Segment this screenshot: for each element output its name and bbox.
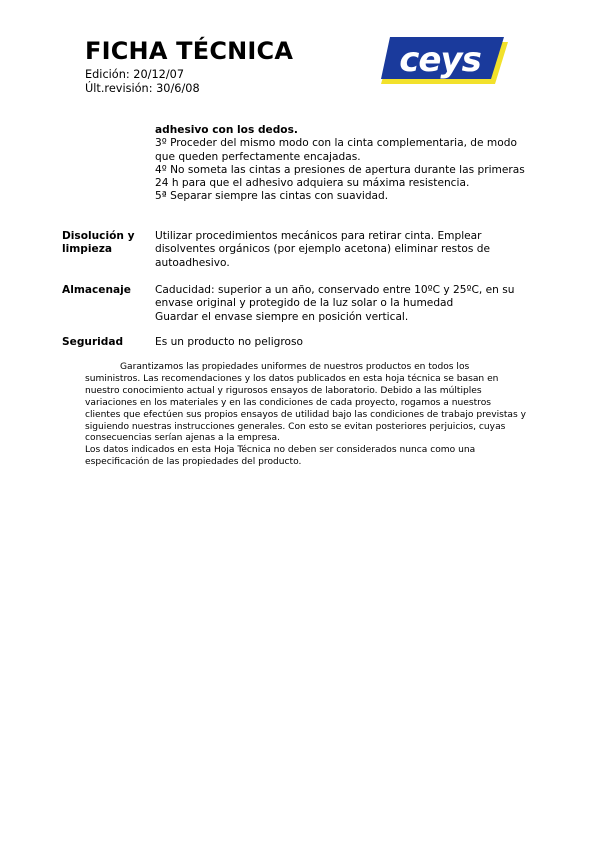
ceys-logo-graphic xyxy=(381,36,508,86)
revision-date: Últ.revisión: 30/6/08 xyxy=(85,82,200,95)
steps-line: 4º No someta las cintas a presiones de apertura durante las primeras xyxy=(155,163,525,176)
disclaimer-line: nuestro conocimiento actual y rigurosos ensayos de laboratorio. Debido a las múltiples xyxy=(85,385,482,396)
steps-line: 3º Proceder del mismo modo con la cinta complementaria, de modo xyxy=(155,137,517,150)
steps-lead: adhesivo con los dedos. xyxy=(155,124,298,136)
section-text xyxy=(155,284,515,324)
disclaimer-line: variaciones en los materiales y en las condiciones de cada proyecto, rogamos a nuestros xyxy=(85,397,492,408)
logo-wordmark: ceys xyxy=(399,40,481,80)
label-line: limpieza xyxy=(62,243,113,256)
disclaimer-line: suministros. Las recomendaciones y los datos publicados en esta hoja técnica se basan en xyxy=(85,373,499,384)
label-line: Almacenaje xyxy=(62,284,131,296)
text-line: envase original y protegido de la luz solar o la humedad xyxy=(155,297,454,310)
disclaimer xyxy=(85,362,527,469)
application-steps xyxy=(155,124,525,204)
section-text xyxy=(155,336,500,349)
section-label xyxy=(62,230,152,257)
text-line: Caducidad: superior a un año, conservado entre 10ºC y 25ºC, en su xyxy=(155,284,515,296)
page-title: FICHA TÉCNICA xyxy=(85,37,294,65)
section-label xyxy=(62,336,152,349)
label-line: Disolución y xyxy=(62,230,135,242)
edition-date: Edición: 20/12/07 xyxy=(85,68,185,81)
steps-line: 24 h para que el adhesivo adquiera su máxima resistencia. xyxy=(155,177,470,190)
section-label xyxy=(62,284,152,297)
text-line: Utilizar procedimientos mecánicos para retirar cinta. Emplear xyxy=(155,230,482,242)
label-line: Seguridad xyxy=(62,336,124,348)
steps-line: que queden perfectamente encajadas. xyxy=(155,150,361,163)
text-line: Es un producto no peligroso xyxy=(155,336,303,348)
text-line: autoadhesivo. xyxy=(155,256,230,269)
text-line: disolventes orgánicos (por ejemplo acetona) eliminar restos de xyxy=(155,243,490,256)
ceys-logo xyxy=(381,36,508,86)
disclaimer-line: clientes que efectúen sus propios ensayos de utilidad bajo las condiciones de trabajo previstas y xyxy=(85,409,527,420)
disclaimer-line: Garantizamos las propiedades uniformes de nuestros productos en todos los xyxy=(120,362,470,372)
text-line: Guardar el envase siempre en posición vertical. xyxy=(155,310,409,323)
disclaimer-line: especificación de las propiedades del producto. xyxy=(85,457,302,468)
disclaimer-line: Los datos indicados en esta Hoja Técnica no deben ser considerados nunca como una xyxy=(85,445,476,456)
section-text xyxy=(155,230,500,270)
steps-line: 5ª Separar siempre las cintas con suavidad. xyxy=(155,190,389,203)
disclaimer-line: consecuencias serían ajenas a la empresa. xyxy=(85,433,281,444)
disclaimer-line: siguiendo nuestras instrucciones generales. Con esto se evitan posteriores perjuicios, cuyas xyxy=(85,421,506,432)
